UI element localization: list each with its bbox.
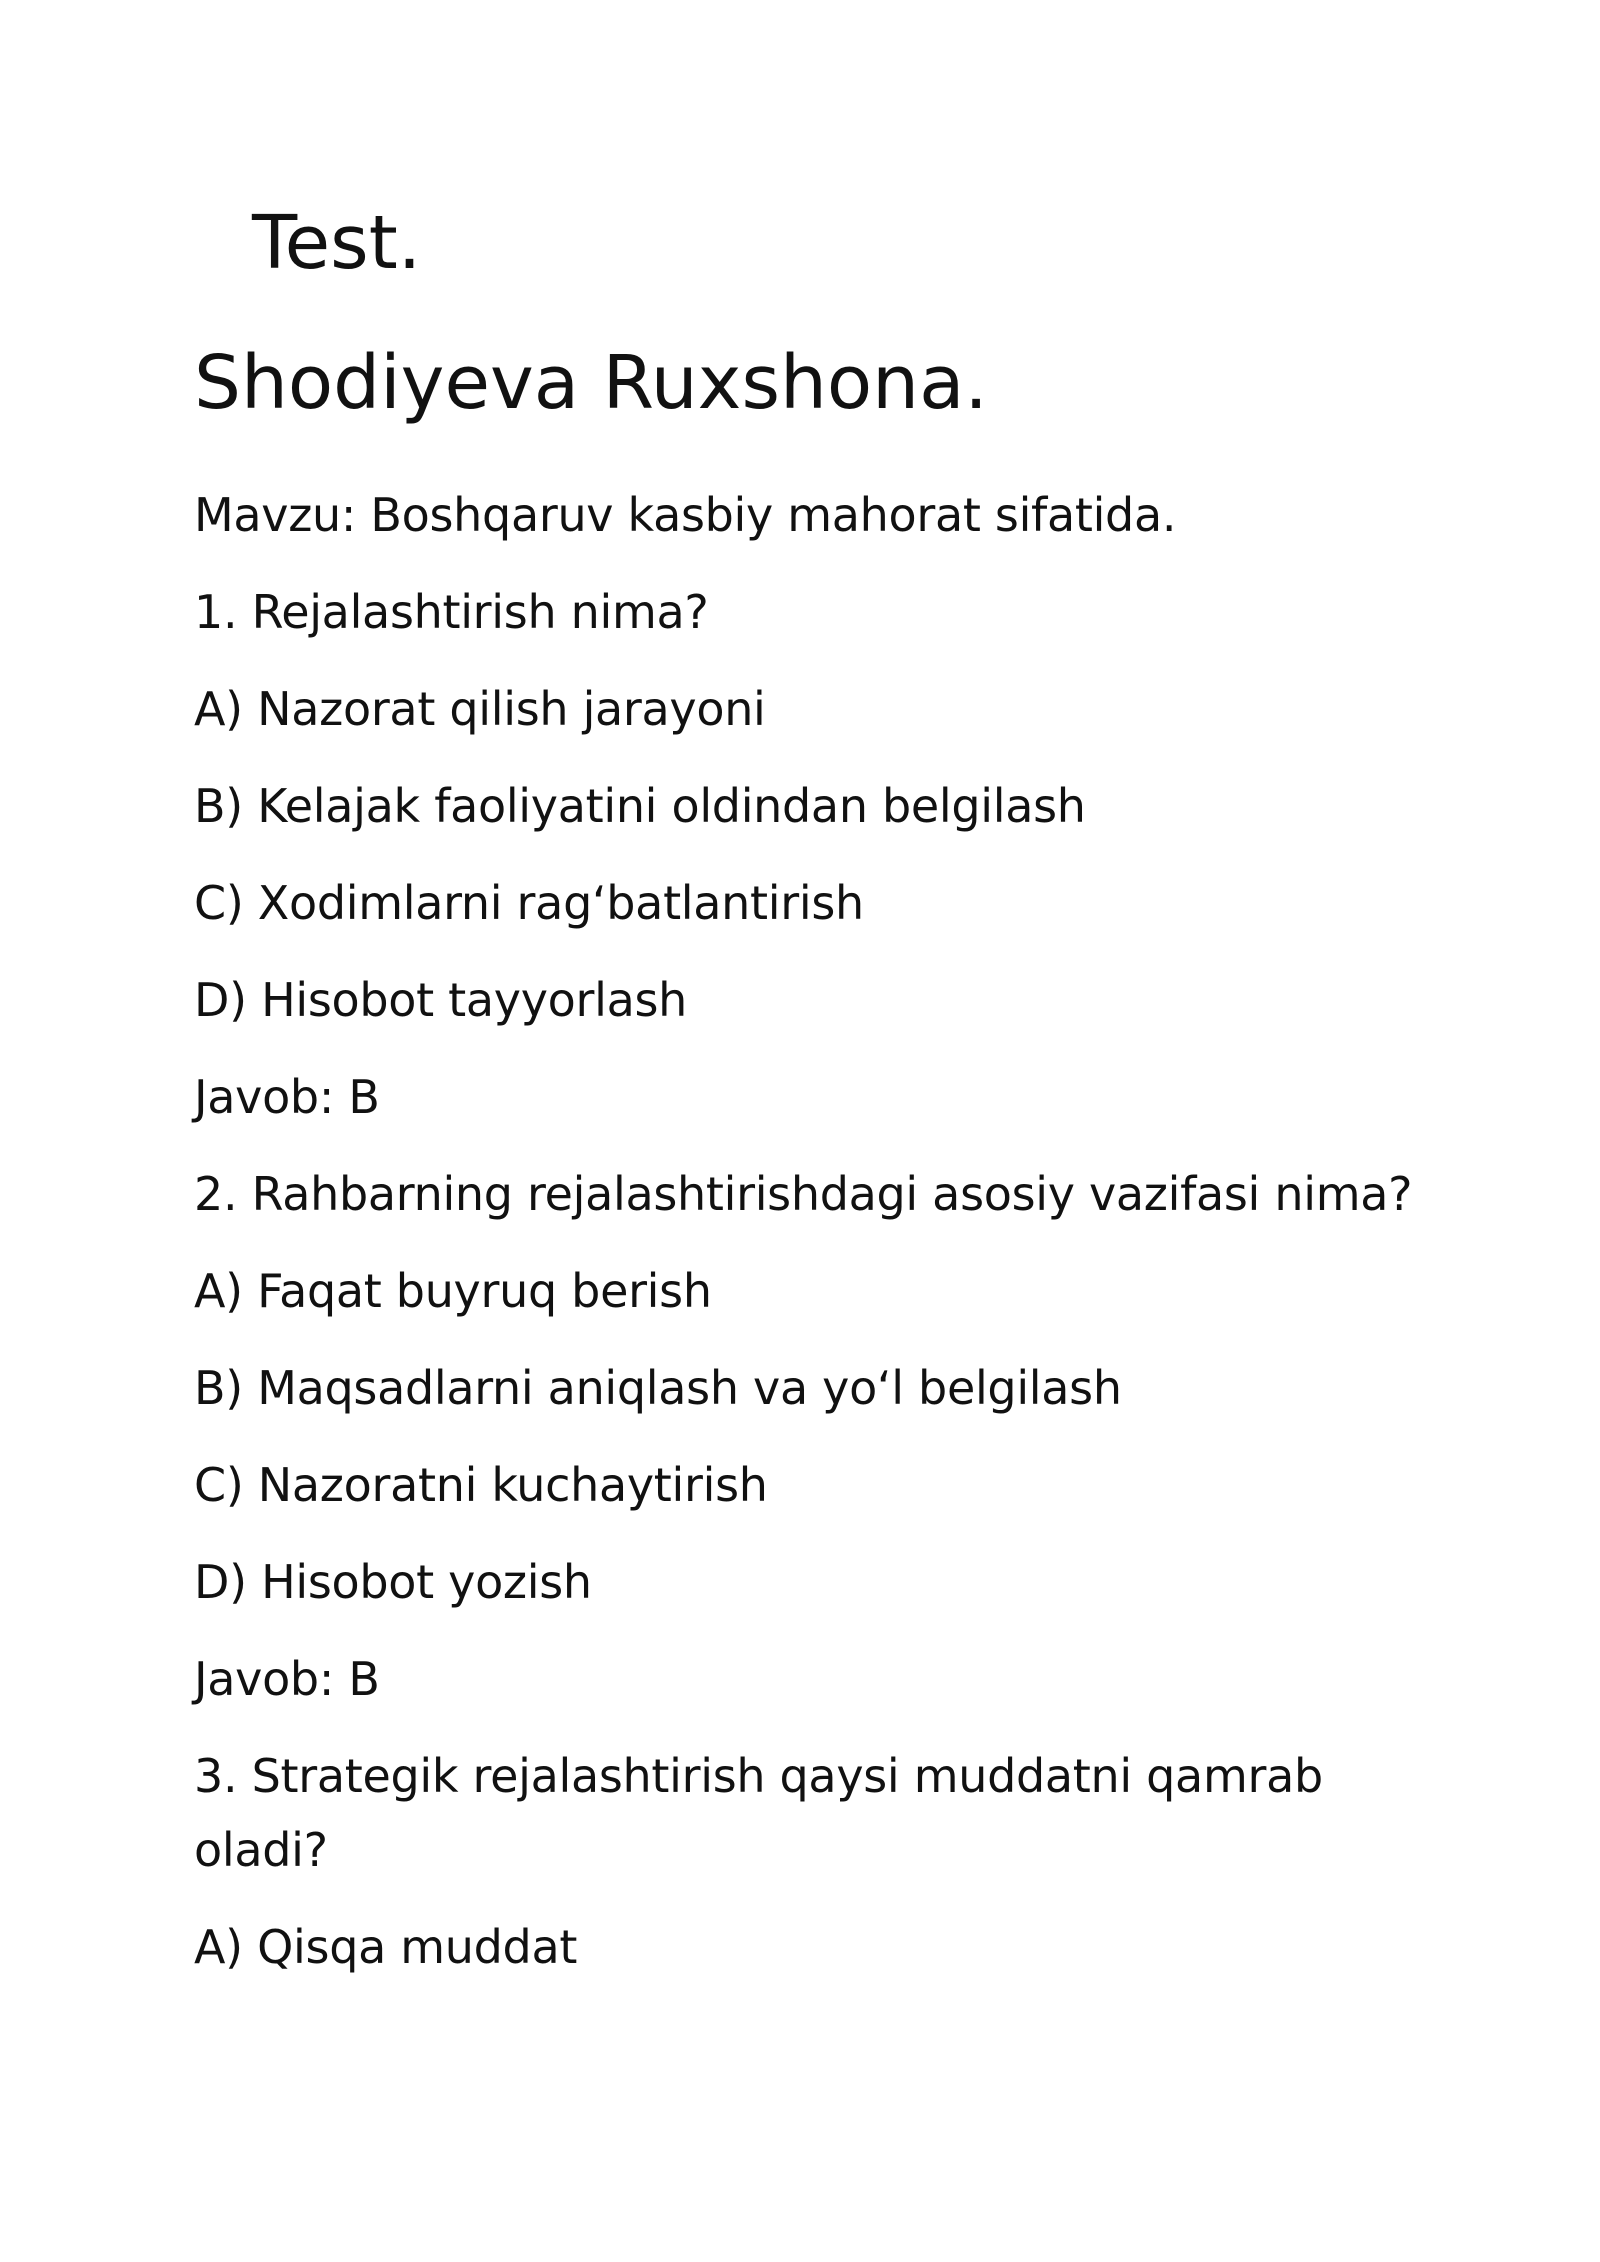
- author-name: Shodiyeva Ruxshona.: [194, 340, 988, 426]
- question-3: 3. Strategik rejalashtirish qaysi muddatni qamrab oladi?: [194, 1749, 1323, 1877]
- question-1-option-b: B) Kelajak faoliyatini oldindan belgilash: [194, 779, 1086, 833]
- test-content: [194, 478, 1444, 2007]
- question-1-option-d: D) Hisobot tayyorlash: [194, 973, 687, 1027]
- question-1: 1. Rejalashtirish nima?: [194, 585, 709, 639]
- topic-line: Mavzu: Boshqaruv kasbiy mahorat sifatida.: [194, 488, 1177, 542]
- question-1-option-a: A) Nazorat qilish jarayoni: [194, 682, 766, 736]
- question-2-option-d: D) Hisobot yozish: [194, 1555, 592, 1609]
- question-1-answer: Javob: B: [194, 1070, 380, 1124]
- document-title: Test.: [252, 200, 422, 286]
- question-2-option-b: B) Maqsadlarni aniqlash va yo‘l belgilash: [194, 1361, 1122, 1415]
- question-3-option-a: A) Qisqa muddat: [194, 1920, 578, 1974]
- question-2: 2. Rahbarning rejalashtirishdagi asosiy vazifasi nima?: [194, 1167, 1413, 1221]
- question-2-option-a: A) Faqat buyruq berish: [194, 1264, 712, 1318]
- question-2-answer: Javob: B: [194, 1652, 380, 1706]
- question-2-option-c: C) Nazoratni kuchaytirish: [194, 1458, 768, 1512]
- question-1-option-c: C) Xodimlarni rag‘batlantirish: [194, 876, 864, 930]
